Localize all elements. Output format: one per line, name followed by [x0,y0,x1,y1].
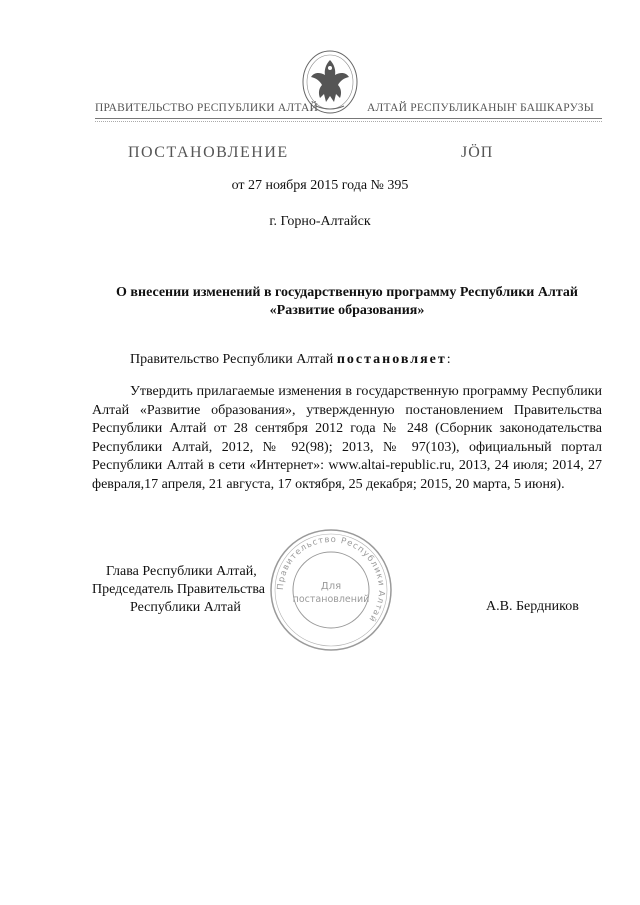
header-left-text: ПРАВИТЕЛЬСТВО РЕСПУБЛИКИ АЛТАЙ [95,102,319,114]
signatory-name: А.В. Бердников [486,599,579,614]
preamble-colon: : [446,352,451,367]
header-right-text: АЛТАЙ РЕСПУБЛИКАНЫҤ БАШКАРУЗЫ [367,102,594,114]
document-type-alt: JÖП [461,144,494,161]
official-stamp [268,527,394,653]
document-city: г. Горно-Алтайск [269,214,371,229]
document-type-ru: ПОСТАНОВЛЕНИЕ [128,144,289,161]
header-divider-dotted [95,121,602,122]
subject-line-1: О внесении изменений в государственную программу Республики Алтай [116,285,578,300]
signature-title-line-3: Республики Алтай [130,600,241,615]
subject-line-2: «Развитие образования» [269,303,425,318]
stamp-center-line-1: Для [320,581,342,592]
stamp-center-line-2: постановлений [292,594,370,605]
header-divider [95,118,602,119]
preamble-verb: постановляет [336,352,447,367]
document-subject [92,284,602,320]
preamble [130,352,451,368]
document-date: от 27 ноября 2015 года № 395 [231,178,409,193]
signature-title-line-1: Глава Республики Алтай, [106,564,257,579]
preamble-text: Правительство Республики Алтай [130,352,334,367]
stamp-ring-text: Правительство Республики Алтай [275,534,387,625]
signature-title-line-2: Председатель Правительства [92,582,265,597]
svg-text:Правительство Республики Алтай [276,535,386,624]
body-paragraph: Утвердить прилагаемые изменения в государственную программу Республики Алтай «Развитие образования», утвержденную постановлением Правительства Республики Алтай от 28 сентября 2012 года № 248 (Сборник законодательства Республики Алтай, 2012, № 92(98); 2013, № 97(103), официальный портал Республики Алтай в сети «Интернет»: www.altai-republic.ru, 2013, 24 июля; 2014, 27 февраля,17 апреля, 21 августа, 17 октября, 25 декабря; 2015, 20 марта, 5 июня). [92,384,602,492]
signature-block [92,563,265,617]
